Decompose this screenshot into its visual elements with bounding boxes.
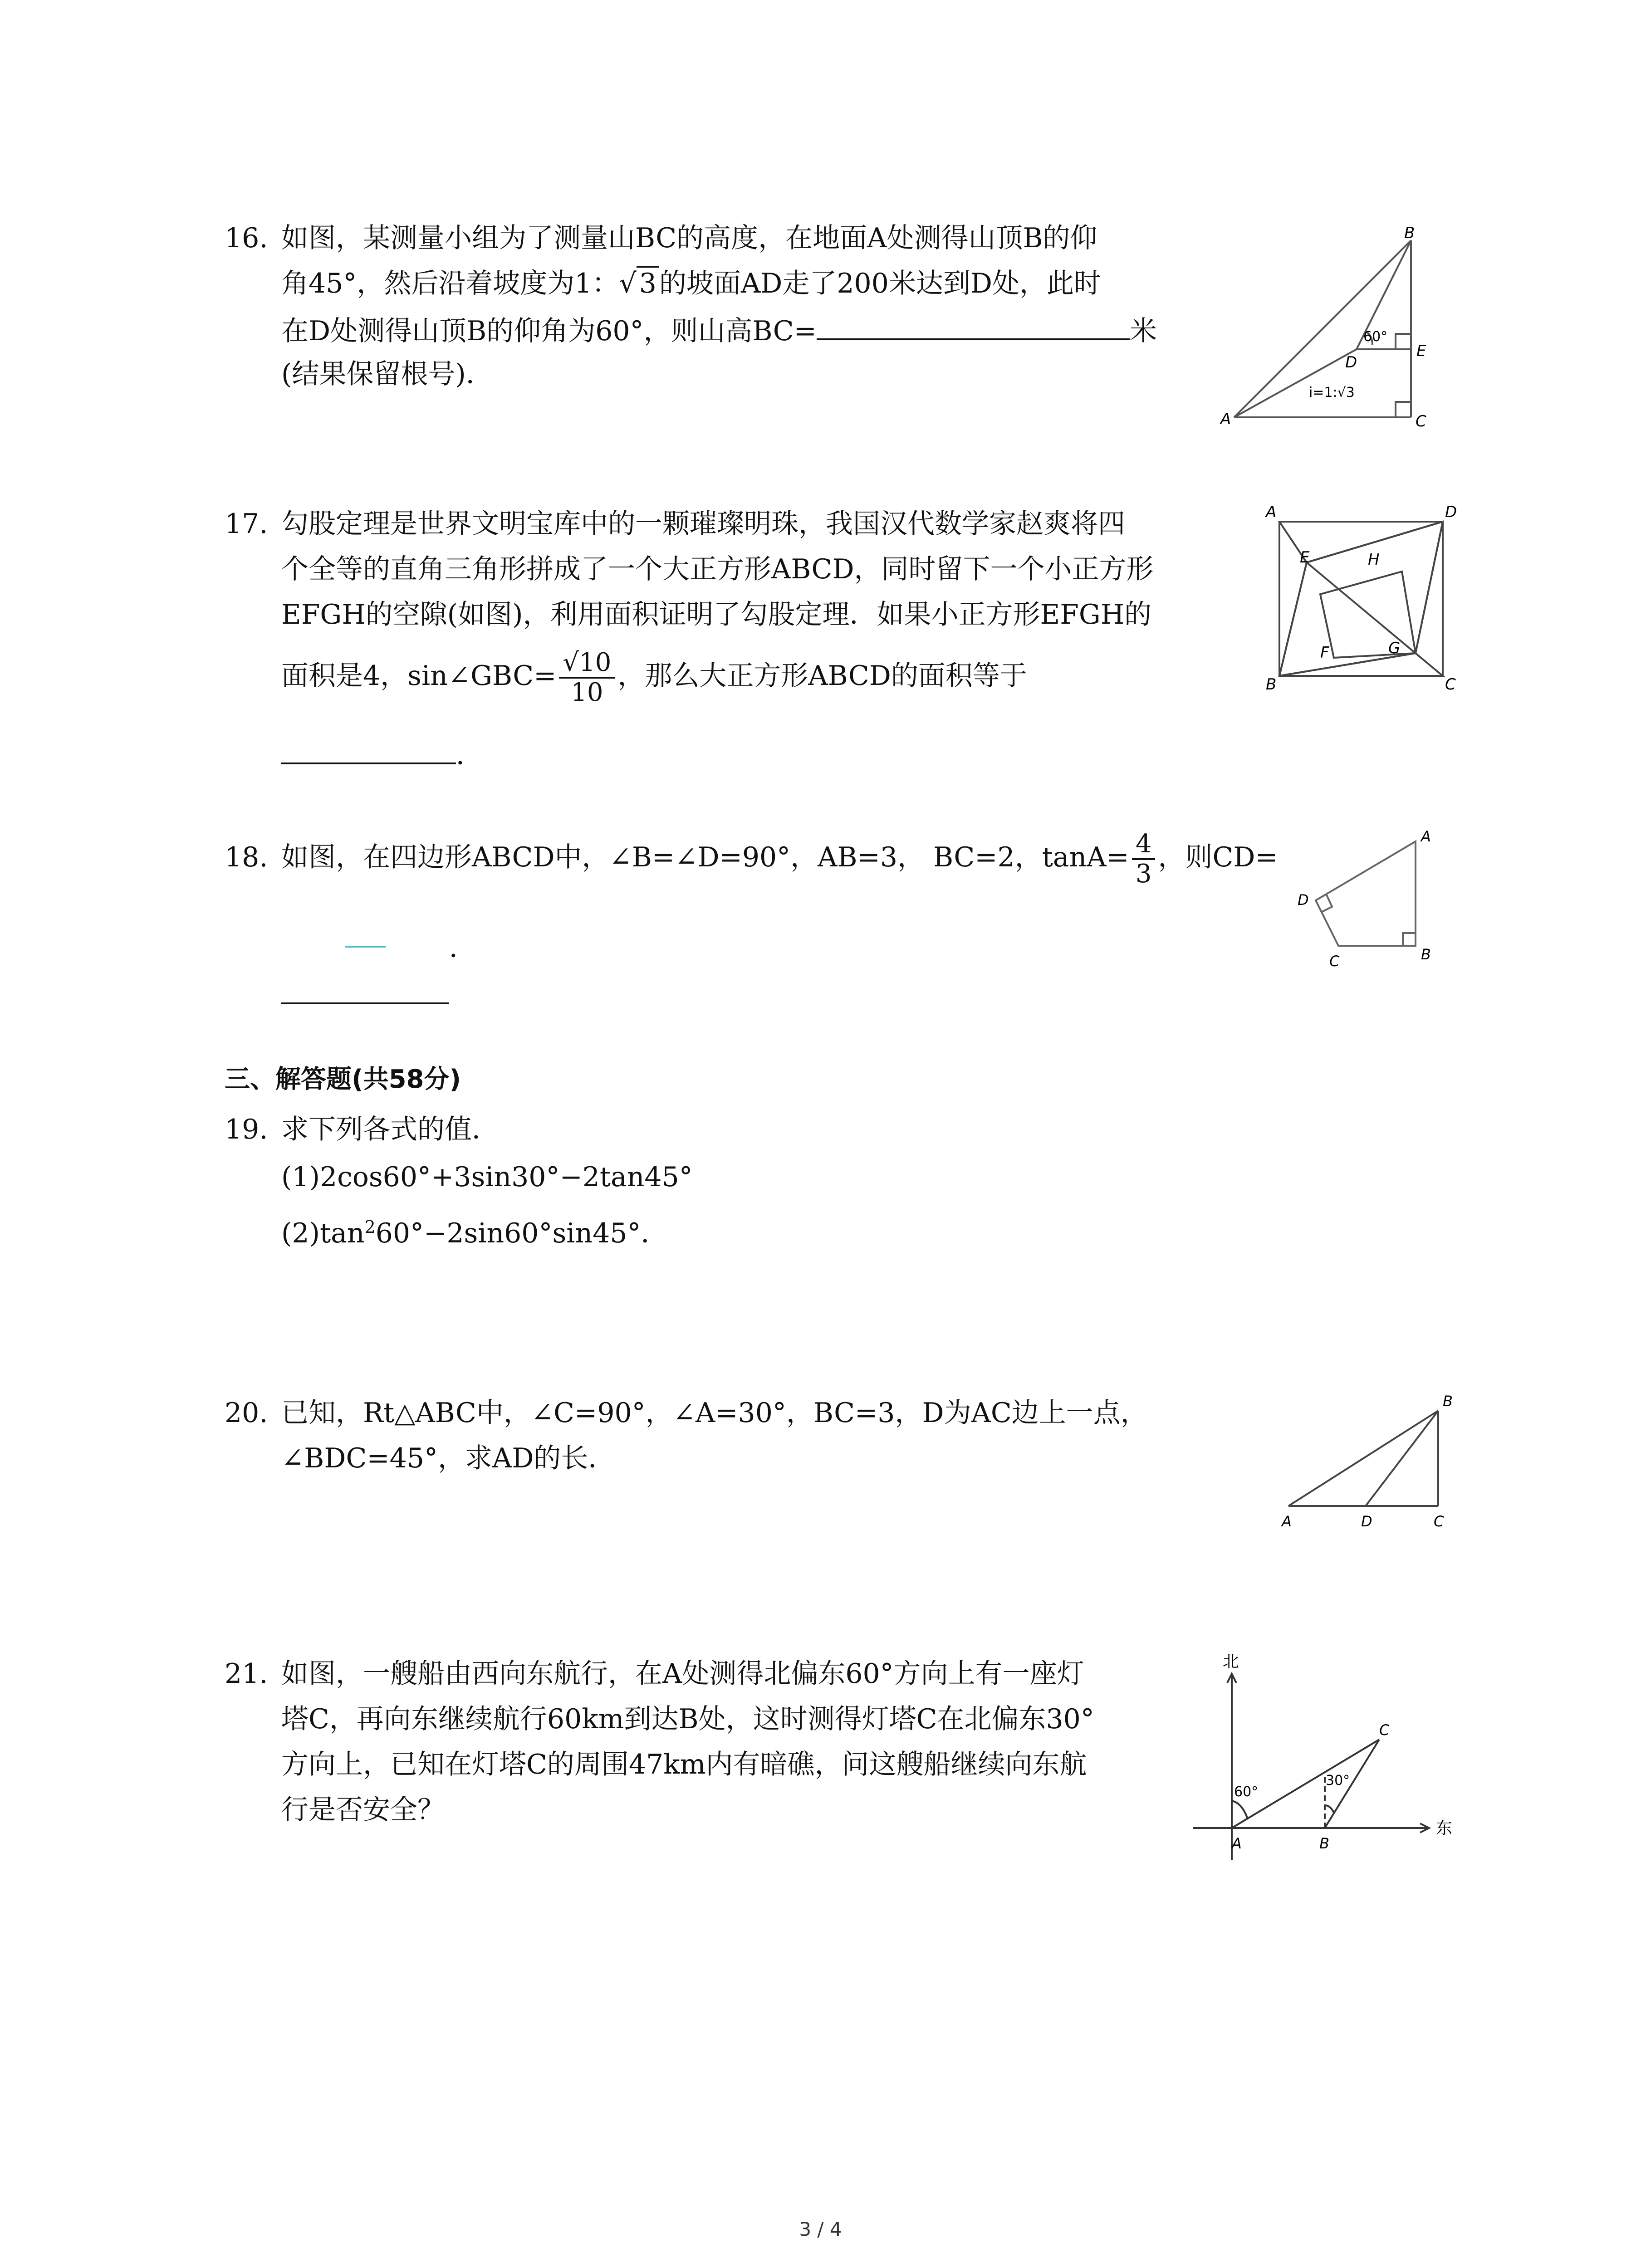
q17-fraction: $\frac{√10}{10}$ — [559, 649, 615, 707]
q21-label-b: B — [1319, 1835, 1329, 1852]
q21-label-c: C — [1379, 1721, 1390, 1739]
q17-line5: ． — [281, 737, 483, 771]
q20-line2: ∠BDC=45°，求AD的长． — [281, 1442, 616, 1474]
q21-line2: 塔C，再向东继续航行60km到达B处，这时测得灯塔C在北偏东30° — [281, 1703, 1094, 1735]
q18-figure — [1284, 823, 1465, 978]
q16-label-e: E — [1416, 342, 1426, 360]
q19-line2: (1)2cos60°+3sin30°−2tan45° — [281, 1161, 693, 1193]
q21-number: 21. — [225, 1658, 268, 1690]
q17-answer-blank[interactable] — [281, 737, 456, 764]
q17-label-a: A — [1266, 503, 1277, 521]
q21-line3: 方向上，已知在灯塔C的周围47km内有暗礁，问这艘船继续向东航 — [281, 1749, 1087, 1780]
q21-figure — [1180, 1647, 1461, 1882]
q18-label-d: D — [1298, 891, 1309, 909]
q19-line1: 求下列各式的值． — [281, 1114, 499, 1145]
q17-line4: 面积是4，sin∠GBC= $\frac{√10}{10}$ ，那么大正方形ABCD的面积等于 — [281, 648, 1027, 708]
q16-label-b: B — [1404, 224, 1415, 242]
q16-answer-blank[interactable] — [817, 313, 1130, 340]
q17-label-c: C — [1445, 675, 1456, 694]
q21-line4: 行是否安全？ — [281, 1794, 445, 1826]
q18-label-b: B — [1421, 946, 1431, 963]
q17-line3: EFGH的空隙(如图)，利用面积证明了勾股定理．如果小正方形EFGH的 — [281, 599, 1152, 631]
q18-fraction: $\frac{4}{3}$ — [1132, 830, 1156, 888]
q20-label-d: D — [1361, 1513, 1372, 1530]
q16-slope-label: i=1:√3 — [1309, 385, 1355, 401]
q18-answer-blank[interactable] — [281, 1002, 449, 1004]
q17-label-d: D — [1445, 503, 1457, 521]
page-number: 3 / 4 — [799, 2218, 842, 2240]
q16-line3: 在D处测得山顶B的仰角为60°，则山高BC= 米 — [281, 313, 1157, 347]
q18-line2: ． — [449, 932, 476, 964]
q17-label-h: H — [1368, 551, 1380, 569]
q17-label-b: B — [1266, 675, 1277, 694]
q16-label-c: C — [1416, 412, 1426, 430]
q20-figure — [1270, 1383, 1461, 1533]
q16-label-d: D — [1345, 353, 1357, 371]
section-3-heading: 三、解答题(共58分) — [225, 1065, 461, 1094]
q16-line1: 如图，某测量小组为了测量山BC的高度，在地面A处测得山顶B的仰 — [281, 222, 1097, 254]
q21-line1: 如图，一艘船由西向东航行，在A处测得北偏东60°方向上有一座灯 — [281, 1658, 1084, 1690]
q21-label-a: A — [1232, 1835, 1242, 1852]
q21-angle-30: 30° — [1326, 1773, 1350, 1789]
q18-line1: 如图，在四边形ABCD中，∠B=∠D=90°，AB=3， BC=2，tanA= $\frac{4}{3}$ ，则CD= — [281, 829, 1278, 889]
q16-label-a: A — [1220, 410, 1231, 428]
q17-number: 17. — [225, 508, 268, 540]
q20-label-b: B — [1443, 1393, 1453, 1410]
q20-label-a: A — [1282, 1513, 1292, 1530]
q18-label-a: A — [1421, 828, 1431, 845]
q17-label-g: G — [1388, 639, 1401, 657]
q17-line1: 勾股定理是世界文明宝库中的一颗璀璨明珠，我国汉代数学家赵爽将四 — [281, 508, 1125, 540]
q17-line2: 个全等的直角三角形拼成了一个大正方形ABCD，同时留下一个小正方形 — [281, 553, 1154, 585]
q19-line3: $(2)\tan^260^\circ-2\sin 60^\circ\sin 45^\circ$． — [281, 1217, 668, 1249]
q16-number: 16. — [225, 222, 268, 254]
q21-north-label: 北 — [1223, 1652, 1239, 1671]
q16-line4: (结果保留根号)． — [281, 358, 493, 390]
q18-decor-line — [345, 946, 386, 948]
q18-number: 18. — [225, 841, 268, 873]
q16-line2: 角45°，然后沿着坡度为1：√ 3 的坡面AD走了200米达到D处，此时 — [281, 268, 1101, 299]
q21-angle-60: 60° — [1234, 1784, 1259, 1800]
q20-label-c: C — [1434, 1513, 1444, 1530]
q20-number: 20. — [225, 1397, 268, 1429]
q16-angle-60: 60° — [1363, 329, 1388, 345]
q17-label-f: F — [1320, 644, 1329, 662]
q20-line1: 已知，Rt△ABC中，∠C=90°，∠A=30°，BC=3，D为AC边上一点， — [281, 1397, 1148, 1429]
q18-label-c: C — [1329, 953, 1340, 970]
q21-east-label: 东 — [1436, 1819, 1453, 1838]
q17-label-e: E — [1300, 548, 1310, 567]
q19-number: 19. — [225, 1114, 268, 1145]
q16-figure — [1216, 222, 1461, 440]
q17-figure — [1261, 503, 1461, 694]
